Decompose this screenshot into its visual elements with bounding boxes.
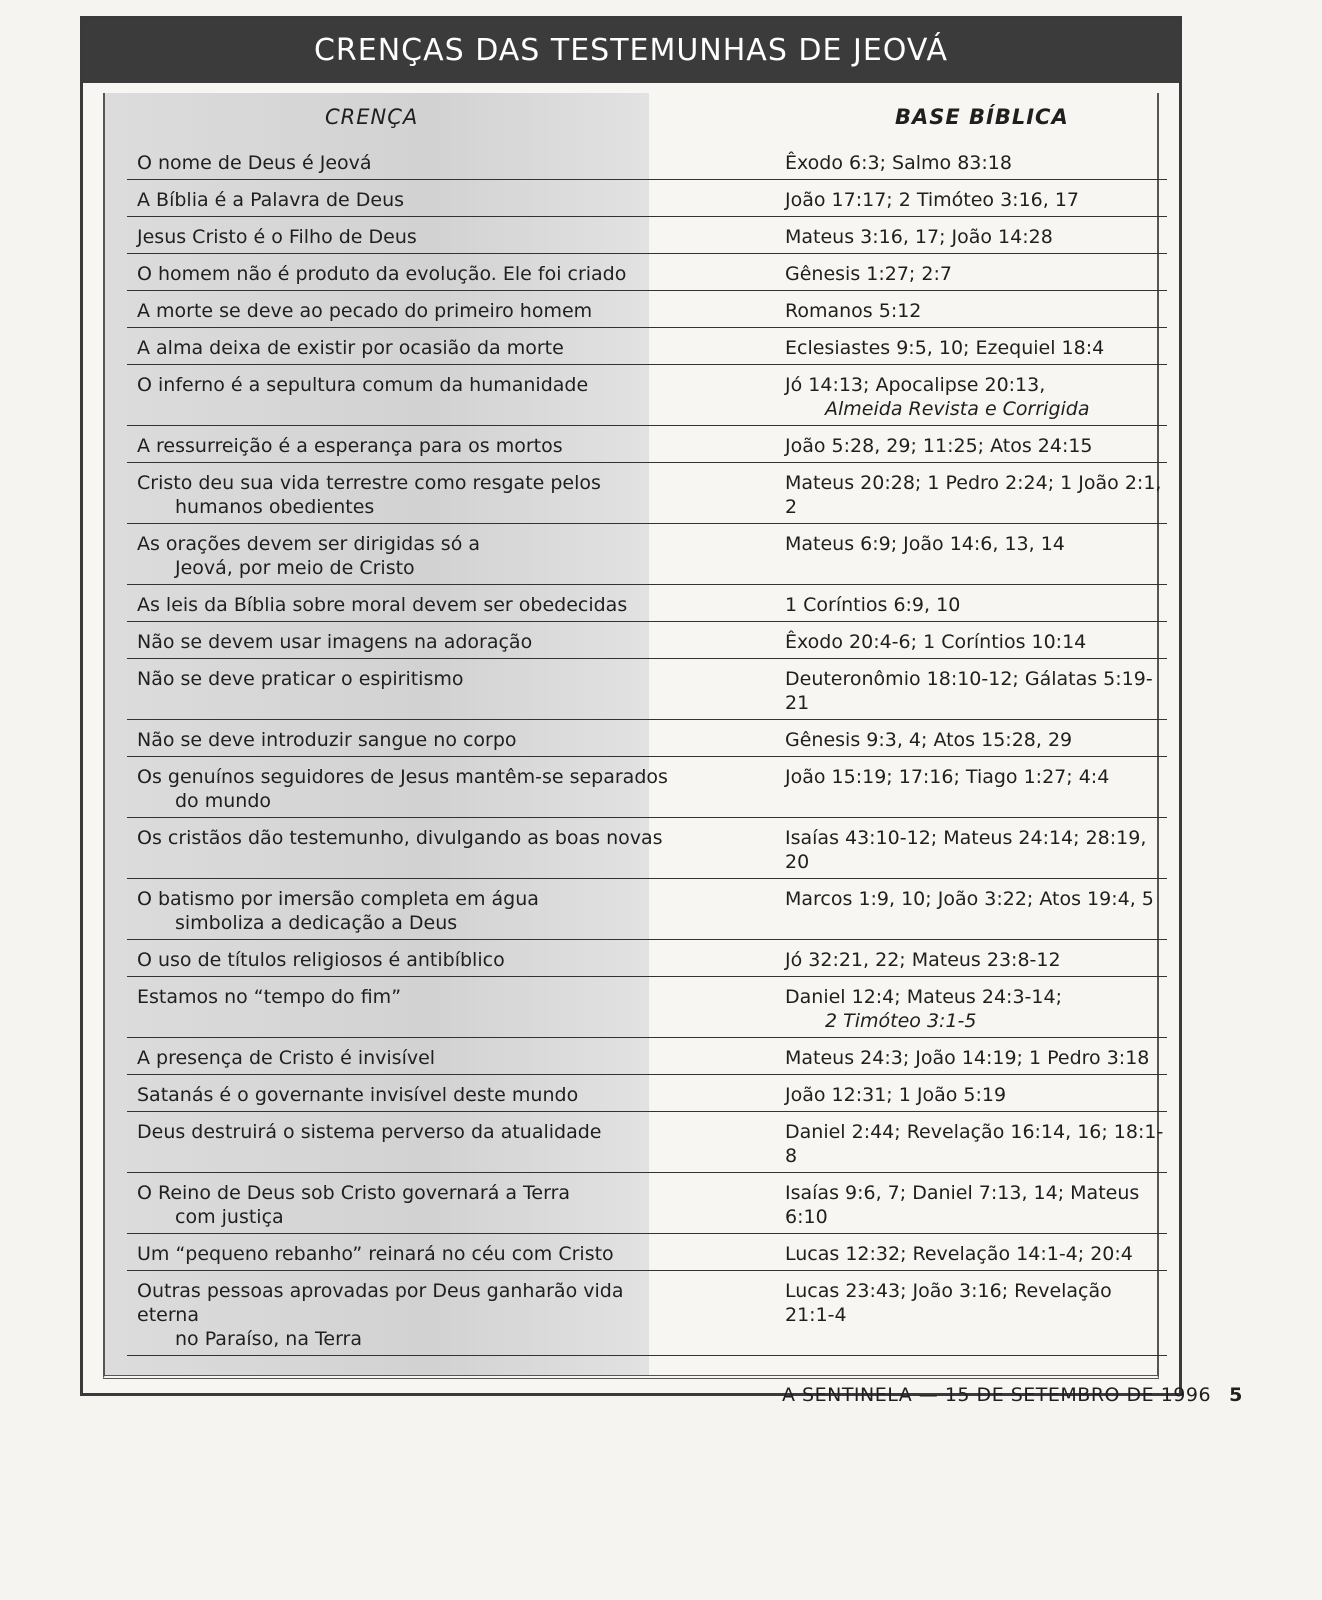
table-row: [127, 1112, 1167, 1173]
basis-text: João 17:17; 2 Timóteo 3:16, 17: [785, 189, 1080, 211]
table-row: [127, 426, 1167, 463]
belief-cell: [127, 1112, 677, 1172]
basis-cell: [677, 328, 1167, 364]
table-row: [127, 217, 1167, 254]
basis-text: Daniel 12:4; Mateus 24:3-14;: [785, 986, 1062, 1008]
beliefs-panel: [80, 16, 1182, 1396]
belief-text: A ressurreição é a esperança para os mortos: [137, 435, 563, 457]
belief-cell: [127, 757, 677, 817]
belief-cell: [127, 143, 677, 179]
basis-text: 1 Coríntios 6:9, 10: [785, 594, 961, 616]
table-row: [127, 1173, 1167, 1234]
basis-text: Eclesiastes 9:5, 10; Ezequiel 18:4: [785, 337, 1105, 359]
basis-cell: [677, 254, 1167, 290]
table-row: [127, 879, 1167, 940]
basis-text: Isaías 43:10-12; Mateus 24:14; 28:19, 20: [785, 827, 1147, 873]
basis-text: Jó 32:21, 22; Mateus 23:8-12: [785, 949, 1061, 971]
belief-text: Não se deve introduzir sangue no corpo: [137, 729, 517, 751]
belief-cell: [127, 291, 677, 327]
basis-text: Romanos 5:12: [785, 300, 922, 322]
belief-text: Um “pequeno rebanho” reinará no céu com Cristo: [137, 1243, 614, 1265]
basis-text: Êxodo 20:4-6; 1 Coríntios 10:14: [785, 631, 1087, 653]
belief-cell: [127, 426, 677, 462]
belief-cell: [127, 940, 677, 976]
table-row: [127, 463, 1167, 524]
basis-text-continued: 2 Timóteo 3:1-5: [825, 1010, 977, 1032]
table-row: [127, 818, 1167, 879]
basis-cell: [677, 524, 1167, 584]
table-row: [127, 585, 1167, 622]
table-row: [127, 659, 1167, 720]
belief-text: As leis da Bíblia sobre moral devem ser obedecidas: [137, 594, 628, 616]
column-header-belief: CRENÇA: [325, 105, 419, 129]
basis-text: Êxodo 6:3; Salmo 83:18: [785, 152, 1012, 174]
belief-text: O uso de títulos religiosos é antibíblico: [137, 949, 505, 971]
page-number: 5: [1229, 1384, 1243, 1406]
belief-text: Não se devem usar imagens na adoração: [137, 631, 533, 653]
basis-text: João 12:31; 1 João 5:19: [785, 1084, 1007, 1106]
basis-text: Isaías 9:6, 7; Daniel 7:13, 14; Mateus 6:10: [785, 1182, 1140, 1228]
table-row: [127, 622, 1167, 659]
belief-cell: [127, 254, 677, 290]
belief-text-continued: humanos obedientes: [175, 496, 375, 518]
basis-cell: [677, 1112, 1167, 1172]
basis-cell: [677, 622, 1167, 658]
belief-text: A alma deixa de existir por ocasião da morte: [137, 337, 564, 359]
belief-cell: [127, 977, 677, 1037]
belief-text: Satanás é o governante invisível deste mundo: [137, 1084, 579, 1106]
basis-cell: [677, 180, 1167, 216]
belief-text: As orações devem ser dirigidas só a: [137, 533, 481, 555]
basis-cell: [677, 1038, 1167, 1074]
banner-title: CRENÇAS DAS TESTEMUNHAS DE JEOVÁ: [83, 19, 1179, 83]
basis-cell: [677, 291, 1167, 327]
belief-text-continued: do mundo: [175, 790, 272, 812]
table-row: [127, 977, 1167, 1038]
basis-cell: [677, 940, 1167, 976]
table-row: [127, 254, 1167, 291]
belief-cell: [127, 217, 677, 253]
column-header-basis: BASE BÍBLICA: [895, 105, 1069, 129]
table-row: [127, 524, 1167, 585]
basis-cell: [677, 879, 1167, 939]
table-row: [127, 328, 1167, 365]
table-row: [127, 1271, 1167, 1356]
belief-cell: [127, 585, 677, 621]
basis-text: Mateus 24:3; João 14:19; 1 Pedro 3:18: [785, 1047, 1150, 1069]
basis-cell: [677, 757, 1167, 817]
basis-cell: [677, 818, 1167, 878]
table-row: [127, 291, 1167, 328]
basis-cell: [677, 426, 1167, 462]
belief-text-continued: no Paraíso, na Terra: [175, 1328, 363, 1350]
table-frame: [103, 93, 1164, 1379]
table-row: [127, 757, 1167, 818]
belief-cell: [127, 463, 677, 523]
belief-cell: [127, 1075, 677, 1111]
belief-text: Cristo deu sua vida terrestre como resgate pelos: [137, 472, 601, 494]
belief-text: O inferno é a sepultura comum da humanidade: [137, 374, 589, 396]
belief-cell: [127, 1173, 677, 1233]
basis-cell: [677, 463, 1167, 523]
basis-text: Mateus 20:28; 1 Pedro 2:24; 1 João 2:1, 2: [785, 472, 1162, 518]
basis-cell: [677, 365, 1167, 425]
belief-text: Os genuínos seguidores de Jesus mantêm-se separados: [137, 766, 668, 788]
basis-text: João 15:19; 17:16; Tiago 1:27; 4:4: [785, 766, 1110, 788]
page-footer: [782, 1384, 1243, 1406]
basis-text: Mateus 6:9; João 14:6, 13, 14: [785, 533, 1065, 555]
belief-cell: [127, 622, 677, 658]
belief-text: Jesus Cristo é o Filho de Deus: [137, 226, 417, 248]
belief-text: A presença de Cristo é invisível: [137, 1047, 436, 1069]
table-row: [127, 720, 1167, 757]
table-row: [127, 365, 1167, 426]
basis-text: Jó 14:13; Apocalipse 20:13,: [785, 374, 1046, 396]
belief-cell: [127, 720, 677, 756]
belief-text: Deus destruirá o sistema perverso da atualidade: [137, 1121, 602, 1143]
basis-text: Lucas 12:32; Revelação 14:1-4; 20:4: [785, 1243, 1133, 1265]
footer-text: A SENTINELA — 15 DE SETEMBRO DE 1996: [782, 1384, 1212, 1406]
basis-text: João 5:28, 29; 11:25; Atos 24:15: [785, 435, 1093, 457]
beliefs-table: [127, 143, 1167, 1356]
belief-text: A morte se deve ao pecado do primeiro homem: [137, 300, 593, 322]
basis-cell: [677, 977, 1167, 1037]
belief-text-continued: simboliza a dedicação a Deus: [175, 912, 458, 934]
basis-cell: [677, 1173, 1167, 1233]
table-row: [127, 1038, 1167, 1075]
belief-text: O Reino de Deus sob Cristo governará a Terra: [137, 1182, 571, 1204]
basis-cell: [677, 659, 1167, 719]
basis-text: Gênesis 9:3, 4; Atos 15:28, 29: [785, 729, 1073, 751]
belief-cell: [127, 328, 677, 364]
belief-text: A Bíblia é a Palavra de Deus: [137, 189, 405, 211]
table-row: [127, 940, 1167, 977]
basis-text: Marcos 1:9, 10; João 3:22; Atos 19:4, 5: [785, 888, 1154, 910]
belief-cell: [127, 879, 677, 939]
basis-text: Gênesis 1:27; 2:7: [785, 263, 952, 285]
basis-text: Mateus 3:16, 17; João 14:28: [785, 226, 1053, 248]
belief-cell: [127, 1271, 677, 1355]
belief-cell: [127, 1038, 677, 1074]
basis-text: Daniel 2:44; Revelação 16:14, 16; 18:1-8: [785, 1121, 1164, 1167]
basis-cell: [677, 217, 1167, 253]
belief-text: Os cristãos dão testemunho, divulgando as boas novas: [137, 827, 663, 849]
table-row: [127, 143, 1167, 180]
table-row: [127, 1234, 1167, 1271]
belief-cell: [127, 524, 677, 584]
belief-text: O homem não é produto da evolução. Ele foi criado: [137, 263, 627, 285]
table-row: [127, 1075, 1167, 1112]
basis-cell: [677, 143, 1167, 179]
basis-cell: [677, 720, 1167, 756]
basis-cell: [677, 1271, 1167, 1355]
belief-text: O batismo por imersão completa em água: [137, 888, 539, 910]
basis-text-continued: Almeida Revista e Corrigida: [825, 398, 1090, 420]
belief-text: Não se deve praticar o espiritismo: [137, 668, 464, 690]
belief-text-continued: com justiça: [175, 1206, 284, 1228]
belief-cell: [127, 180, 677, 216]
belief-cell: [127, 365, 677, 425]
basis-cell: [677, 585, 1167, 621]
table-row: [127, 180, 1167, 217]
belief-text: Estamos no “tempo do fim”: [137, 986, 402, 1008]
belief-text: O nome de Deus é Jeová: [137, 152, 372, 174]
belief-cell: [127, 659, 677, 719]
belief-text-continued: Jeová, por meio de Cristo: [175, 557, 415, 579]
belief-cell: [127, 1234, 677, 1270]
basis-text: Deuteronômio 18:10-12; Gálatas 5:19-21: [785, 668, 1153, 714]
belief-text: Outras pessoas aprovadas por Deus ganharão vida eterna: [137, 1280, 624, 1326]
basis-cell: [677, 1075, 1167, 1111]
belief-cell: [127, 818, 677, 878]
basis-cell: [677, 1234, 1167, 1270]
basis-text: Lucas 23:43; João 3:16; Revelação 21:1-4: [785, 1280, 1112, 1326]
